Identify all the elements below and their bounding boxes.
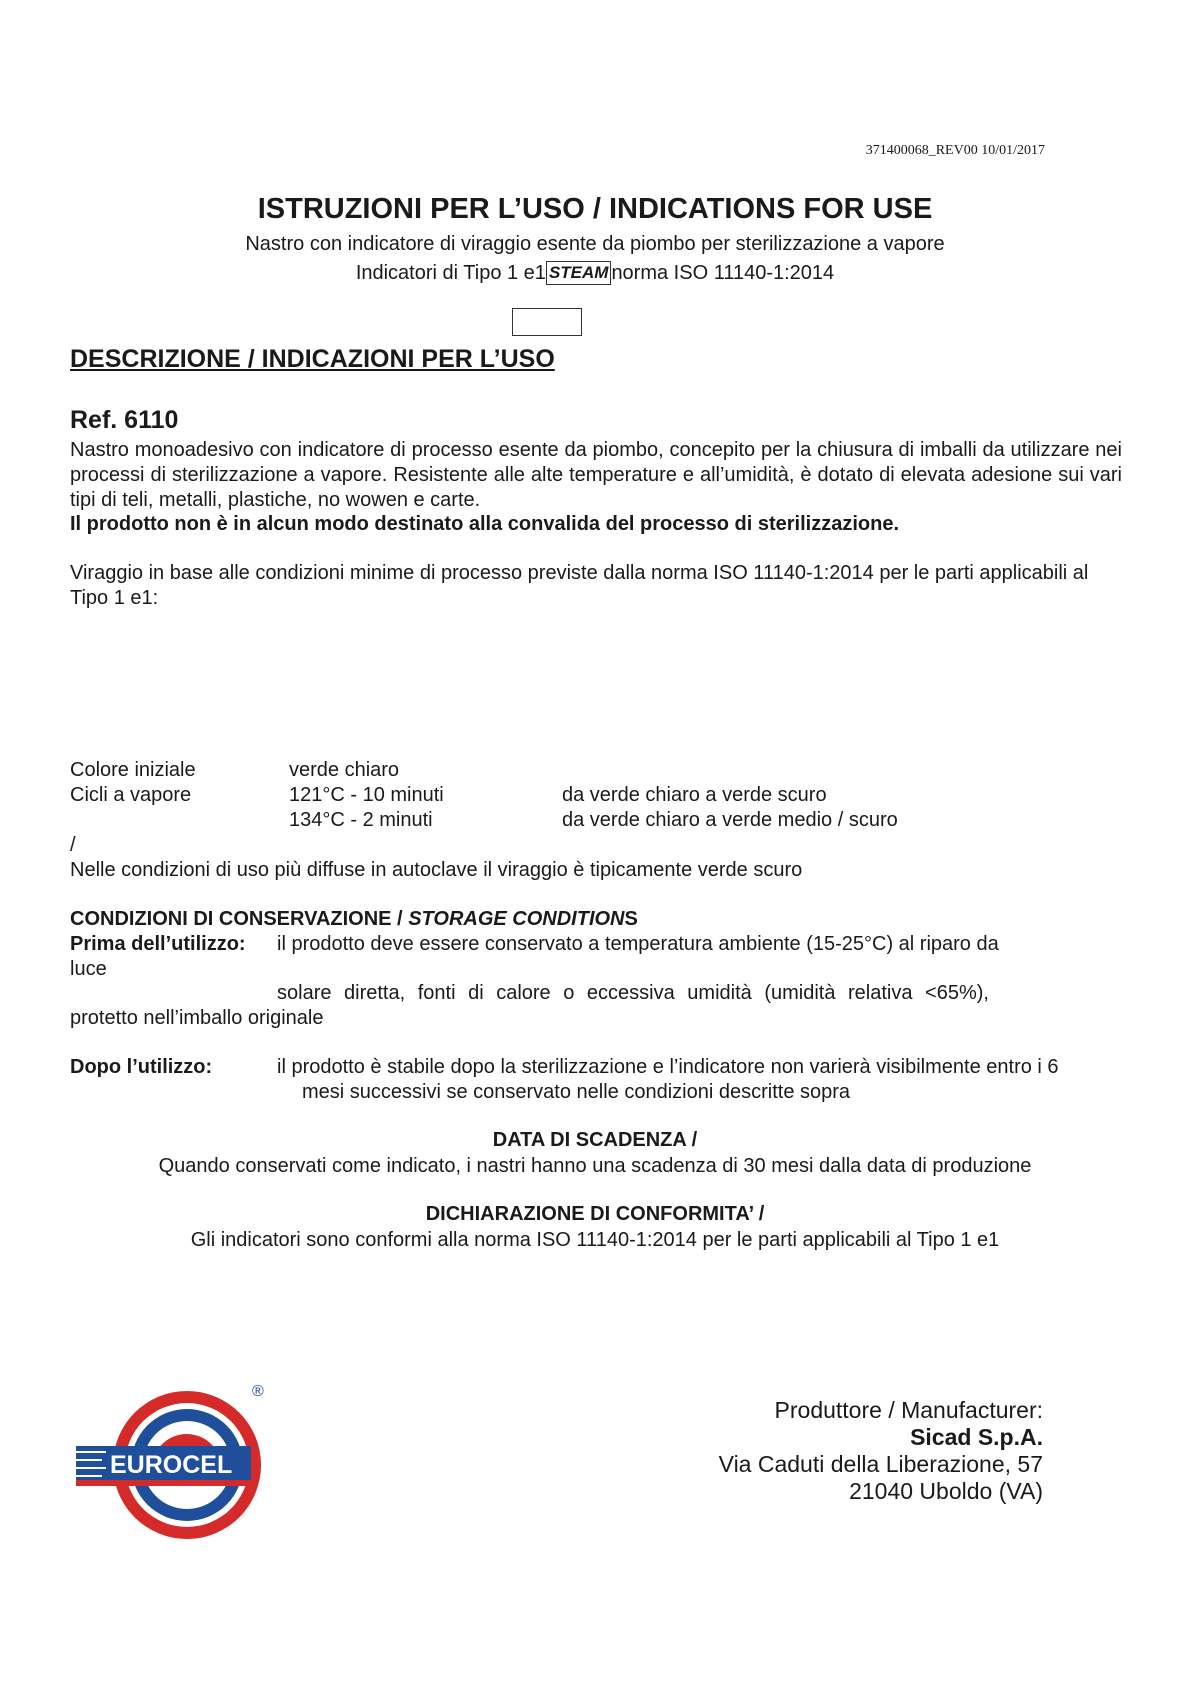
cycle-result: da verde chiaro a verde scuro: [562, 784, 827, 806]
before-use-text-cont: solare diretta, fonti di calore o eccessiva umidità (umidità relativa <65%),: [277, 982, 989, 1004]
subtitle-standard: [0, 261, 1190, 285]
before-use-text-cont: luce: [70, 958, 107, 980]
before-use-text-cont: protetto nell’imballo originale: [70, 1007, 324, 1029]
steam-label: STEAM: [546, 261, 612, 285]
conformity-heading: DICHIARAZIONE DI CONFORMITA’ /: [425, 1203, 765, 1225]
initial-color-label: Colore iniziale: [70, 759, 196, 781]
description-bold-note: Il prodotto non è in alcun modo destinato alla convalida del processo di sterilizzazione.: [70, 513, 900, 535]
after-use-label: Dopo l’utilizzo:: [70, 1056, 213, 1078]
cycle-condition: 121°C - 10 minuti: [289, 784, 444, 806]
before-use-text: il prodotto deve essere conservato a temperatura ambiente (15-25°C) al riparo da: [277, 933, 999, 955]
empty-box: [512, 308, 582, 336]
subtitle-norm: norma ISO 11140-1:2014: [611, 262, 835, 284]
subtitle-indicator-type: Indicatori di Tipo 1 e1: [355, 262, 546, 284]
slash-line: /: [70, 834, 76, 856]
manufacturer-name: Sicad S.p.A.: [910, 1424, 1043, 1450]
viraggio-intro: Viraggio in base alle condizioni minime di processo previste dalla norma ISO 11140-1:2014 per le parti applicabili al Tipo 1 e1:: [70, 562, 1089, 609]
steam-cycles-label: Cicli a vapore: [70, 784, 192, 806]
eurocel-logo-graphic: [72, 1380, 272, 1545]
before-use-label: Prima dell’utilizzo:: [70, 933, 246, 955]
expiry-text: Quando conservati come indicato, i nastri hanno una scadenza di 30 mesi dalla data di produzione: [158, 1155, 1032, 1177]
manufacturer-city: 21040 Uboldo (VA): [849, 1478, 1043, 1504]
description-paragraph: Nastro monoadesivo con indicatore di processo esente da piombo, concepito per la chiusura di imballi da utilizzare nei processi di sterilizzazione a vapore. Resistente alle alte temperature e all’umidità, è dotato di elevata adesione sui vari tipi di teli, metalli, plastiche, no wowen e carte.: [70, 439, 1122, 511]
page-title: ISTRUZIONI PER L’USO / INDICATIONS FOR USE: [257, 193, 933, 225]
storage-heading: [70, 907, 638, 932]
section-heading: DESCRIZIONE / INDICAZIONI PER L’USO: [70, 345, 555, 373]
after-use-text: il prodotto è stabile dopo la sterilizzazione e l’indicatore non varierà visibilmente entro i 6: [277, 1056, 1059, 1078]
subtitle: Nastro con indicatore di viraggio esente da piombo per sterilizzazione a vapore: [245, 233, 945, 255]
cycle-condition: 134°C - 2 minuti: [289, 809, 433, 831]
typical-note: Nelle condizioni di uso più diffuse in autoclave il viraggio è tipicamente verde scuro: [70, 859, 803, 881]
manufacturer-label: Produttore / Manufacturer:: [774, 1397, 1043, 1423]
storage-heading-it: CONDIZIONI DI CONSERVAZIONE /: [70, 908, 409, 930]
logo-brand: EUROCEL: [110, 1451, 233, 1479]
product-ref: Ref. 6110: [70, 406, 179, 434]
storage-heading-en: STORAGE CONDITION: [408, 908, 625, 930]
initial-color-value: verde chiaro: [289, 759, 400, 781]
eurocel-logo: [72, 1380, 272, 1545]
manufacturer-address: Via Caduti della Liberazione, 57: [718, 1451, 1043, 1477]
after-use-text-cont: mesi successivi se conservato nelle condizioni descritte sopra: [302, 1081, 851, 1103]
cycle-result: da verde chiaro a verde medio / scuro: [562, 809, 898, 831]
registered-mark: ®: [252, 1383, 264, 1400]
conformity-text: Gli indicatori sono conformi alla norma ISO 11140-1:2014 per le parti applicabili al Tipo 1 e1: [190, 1229, 1000, 1251]
storage-heading-end: S: [624, 908, 638, 930]
expiry-heading: DATA DI SCADENZA /: [492, 1129, 698, 1151]
document-code: 371400068_REV00 10/01/2017: [865, 143, 1045, 158]
